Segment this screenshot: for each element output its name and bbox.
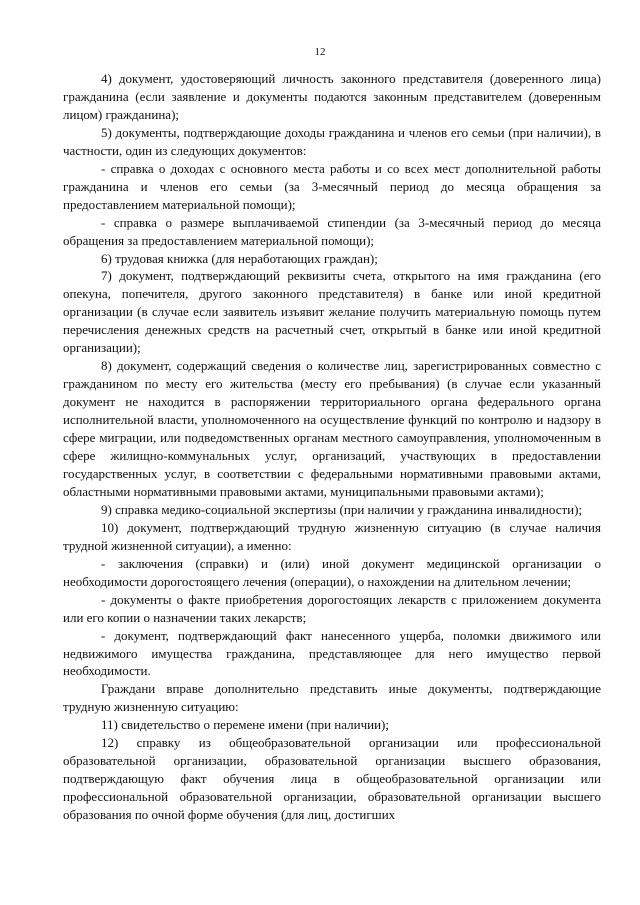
- paragraph-medical-conclusion: - заключения (справки) и (или) иной документ медицинской организации о необходимости дорогостоящего лечения (операции), о нахождении на длительном лечении;: [63, 555, 601, 589]
- paragraph-item-5: 5) документы, подтверждающие доходы гражданина и членов его семьи (при наличии), в частности, один из следующих документов:: [63, 124, 601, 158]
- paragraph-item-4: 4) документ, удостоверяющий личность законного представителя (доверенного лица) гражданина (если заявление и документы подаются законным представителем (доверенным лицом) гражданина);: [63, 71, 601, 122]
- paragraph-item-7: 7) документ, подтверждающий реквизиты счета, открытого на имя гражданина (его опекуна, попечителя, другого законного представителя) в банке или иной кредитной организации (в случае если заявитель изъявит желание получить материальную помощь путем перечисления денежных средств на расчетный счет, открытый в банке или иной кредитной организации);: [63, 268, 601, 356]
- paragraph-stipend-certificate: - справка о размере выплачиваемой стипендии (за 3-месячный период до месяца обращения за предоставлением материальной помощи);: [63, 214, 601, 248]
- paragraph-income-certificate: - справка о доходах с основного места работы и со всех мест дополнительной работы гражданина и членов его семьи (за 3-месячный период до месяца обращения за предоставлением материальной помощи);: [63, 160, 601, 212]
- paragraph-item-12: 12) справку из общеобразовательной организации или профессиональной образовательной организации, образовательной организации высшего образования, подтверждающую факт обучения лица в общеобразовательной организации или профессиональной образовательной организации, образовательной организации высшего образования по очной форме обучения (для лиц, достигших: [63, 735, 601, 823]
- paragraph-item-11: 11) свидетельство о перемене имени (при наличии);: [101, 717, 389, 733]
- paragraph-damage-document: - документ, подтверждающий факт нанесенного ущерба, поломки движимого или недвижимого имущества гражданина, представляющее для него имущество первой необходимости.: [63, 627, 601, 679]
- paragraph-item-6: 6) трудовая книжка (для неработающих граждан);: [101, 250, 378, 266]
- paragraph-medicine-purchase: - документы о факте приобретения дорогостоящих лекарств с приложением документа или его копии о назначении таких лекарств;: [63, 591, 601, 625]
- paragraph-item-9: 9) справка медико-социальной экспертизы (при наличии у гражданина инвалидности);: [101, 501, 583, 517]
- paragraph-item-8: 8) документ, содержащий сведения о количестве лиц, зарегистрированных совместно с гражданином по месту его жительства (месту его пребывания) (в случае если указанный документ не находится в распоряжении территориального органа федерального органа исполнительной власти, уполномоченного на осуществление функций по контролю и надзору в сфере миграции, или подведомственных органам местного самоуправления, уполномоченным в сфере жилищно-коммунальных услуг, организаций, участвующих в предоставлении государственных услуг, в соответствии с федеральными нормативными правовыми актами, областными нормативными правовыми актами, муниципальными правовыми актами);: [63, 358, 601, 499]
- page-number: 12: [314, 46, 326, 58]
- paragraph-additional-documents: Граждани вправе дополнительно представить иные документы, подтверждающие трудную жизненную ситуацию:: [63, 681, 601, 715]
- paragraph-item-10: 10) документ, подтверждающий трудную жизненную ситуацию (в случае наличия трудной жизненной ситуации), а именно:: [63, 519, 601, 553]
- document-body: [63, 70, 601, 824]
